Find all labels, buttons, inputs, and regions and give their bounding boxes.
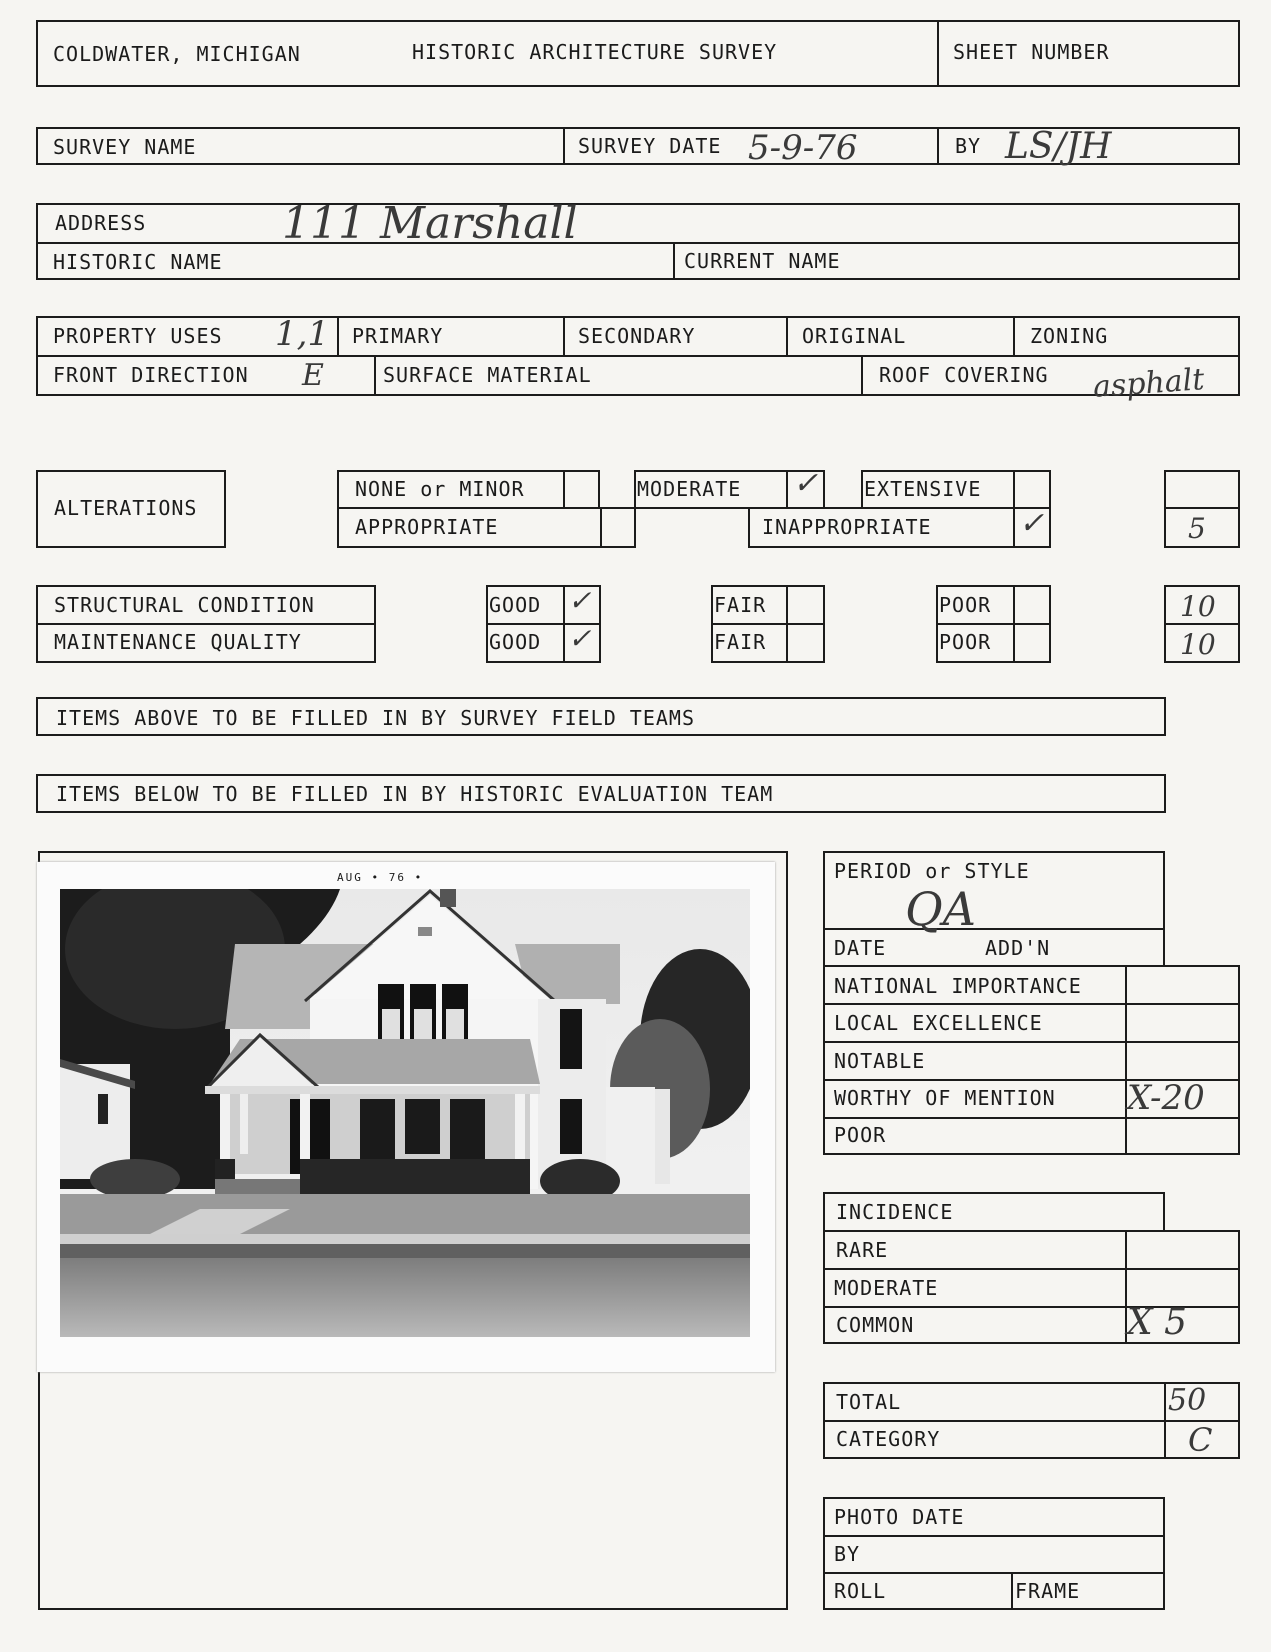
photo-date-label: PHOTO DATE bbox=[834, 1505, 965, 1529]
roof-covering-value: asphalt bbox=[1091, 362, 1206, 405]
none-minor-label: NONE or MINOR bbox=[355, 477, 525, 501]
evaluation-row-1 bbox=[823, 1003, 1240, 1005]
maintenance-fair-label: FAIR bbox=[714, 630, 767, 654]
maintenance-score: 10 bbox=[1180, 628, 1216, 661]
secondary-label: SECONDARY bbox=[578, 324, 696, 348]
evaluation-divider bbox=[1125, 965, 1127, 1155]
frame-label: FRAME bbox=[1015, 1579, 1081, 1603]
incidence-moderate-label: MODERATE bbox=[834, 1276, 939, 1300]
evaluation-poor-label: POOR bbox=[834, 1123, 887, 1147]
inappropriate-label: INAPPROPRIATE bbox=[762, 515, 932, 539]
maintenance-quality-label: MAINTENANCE QUALITY bbox=[54, 630, 302, 654]
address-divider bbox=[36, 242, 1240, 244]
poor-divider bbox=[936, 623, 1051, 625]
fair-divider bbox=[711, 623, 825, 625]
inappropriate-check: ✓ bbox=[1019, 506, 1045, 541]
property-v1 bbox=[337, 316, 339, 355]
date-label: DATE bbox=[834, 936, 887, 960]
roll-label: ROLL bbox=[834, 1579, 887, 1603]
photo-by-label: BY bbox=[834, 1542, 861, 1566]
survey-by-label: BY bbox=[955, 134, 982, 158]
addn-label: ADD'N bbox=[985, 936, 1051, 960]
category-value: C bbox=[1188, 1421, 1213, 1459]
notable-label: NOTABLE bbox=[834, 1049, 926, 1073]
structural-good-check: ✓ bbox=[568, 584, 592, 617]
good-check-divider bbox=[563, 585, 565, 663]
total-label: TOTAL bbox=[836, 1390, 902, 1414]
period-value: QA bbox=[905, 882, 976, 936]
roll-frame-divider bbox=[1011, 1572, 1013, 1610]
below-note: ITEMS BELOW TO BE FILLED IN BY HISTORIC EVALUATION TEAM bbox=[56, 782, 774, 806]
worthy-of-mention-value: X-20 bbox=[1127, 1078, 1205, 1118]
structural-good-label: GOOD bbox=[489, 593, 542, 617]
common-value: X 5 bbox=[1127, 1302, 1187, 1343]
sheet-number-label: SHEET NUMBER bbox=[953, 40, 1110, 64]
structural-poor-label: POOR bbox=[939, 593, 992, 617]
period-date-divider bbox=[823, 928, 1165, 930]
moderate-label: MODERATE bbox=[637, 477, 742, 501]
address-value: 111 Marshall bbox=[282, 198, 578, 249]
surface-material-label: SURFACE MATERIAL bbox=[383, 363, 592, 387]
survey-by-value: LS/JH bbox=[1005, 126, 1112, 167]
appropriate-label: APPROPRIATE bbox=[355, 515, 499, 539]
survey-date-value: 5-9-76 bbox=[748, 128, 858, 168]
header-divider bbox=[937, 20, 939, 87]
local-excellence-label: LOCAL EXCELLENCE bbox=[834, 1011, 1043, 1035]
totals-value-divider bbox=[1164, 1382, 1166, 1459]
totals-divider bbox=[823, 1420, 1240, 1422]
none-minor-check-divider bbox=[563, 470, 565, 509]
photo-date-stamp: AUG • 76 • bbox=[337, 871, 424, 884]
property-v4 bbox=[1013, 316, 1015, 355]
alterations-score-divider bbox=[1164, 507, 1240, 509]
current-name-label: CURRENT NAME bbox=[684, 249, 841, 273]
property-divider bbox=[36, 355, 1240, 357]
zoning-label: ZONING bbox=[1030, 324, 1109, 348]
alterations-label: ALTERATIONS bbox=[54, 496, 198, 520]
photo-info-row-1 bbox=[823, 1535, 1165, 1537]
survey-divider-2 bbox=[937, 127, 939, 165]
appropriate-check-divider bbox=[600, 507, 602, 548]
original-label: ORIGINAL bbox=[802, 324, 907, 348]
maintenance-good-label: GOOD bbox=[489, 630, 542, 654]
front-direction-value: E bbox=[302, 358, 324, 393]
property-uses-label: PROPERTY USES bbox=[53, 324, 223, 348]
structural-fair-label: FAIR bbox=[714, 593, 767, 617]
property-v3 bbox=[786, 316, 788, 355]
fair-check-divider bbox=[786, 585, 788, 663]
maintenance-good-check: ✓ bbox=[568, 622, 592, 655]
structural-condition-label: STRUCTURAL CONDITION bbox=[54, 593, 315, 617]
moderate-check: ✓ bbox=[793, 466, 819, 501]
property-v5 bbox=[374, 355, 376, 396]
period-label: PERIOD or STYLE bbox=[834, 859, 1030, 883]
condition-score-divider bbox=[1164, 623, 1240, 625]
incidence-row-1 bbox=[823, 1268, 1240, 1270]
address-label: ADDRESS bbox=[55, 211, 147, 235]
rare-label: RARE bbox=[836, 1238, 889, 1262]
moderate-check-divider bbox=[786, 470, 788, 509]
extensive-label: EXTENSIVE bbox=[864, 477, 982, 501]
poor-check-divider bbox=[1013, 585, 1015, 663]
evaluation-row-2 bbox=[823, 1041, 1240, 1043]
historic-name-label: HISTORIC NAME bbox=[53, 250, 223, 274]
front-direction-label: FRONT DIRECTION bbox=[53, 363, 249, 387]
historic-current-divider bbox=[673, 242, 675, 280]
primary-label: PRIMARY bbox=[352, 324, 444, 348]
alterations-score: 5 bbox=[1188, 512, 1206, 545]
condition-label-divider bbox=[36, 623, 376, 625]
house-photo bbox=[37, 862, 775, 1372]
total-value: 50 bbox=[1168, 1383, 1207, 1418]
category-label: CATEGORY bbox=[836, 1427, 941, 1451]
survey-date-label: SURVEY DATE bbox=[578, 134, 722, 158]
house-photo-image bbox=[60, 889, 750, 1337]
city-label: COLDWATER, MICHIGAN bbox=[53, 42, 301, 66]
form-title: HISTORIC ARCHITECTURE SURVEY bbox=[412, 40, 778, 64]
property-v6 bbox=[861, 355, 863, 396]
property-v2 bbox=[563, 316, 565, 355]
above-note: ITEMS ABOVE TO BE FILLED IN BY SURVEY FIELD TEAMS bbox=[56, 706, 696, 730]
survey-divider-1 bbox=[563, 127, 565, 165]
survey-name-label: SURVEY NAME bbox=[53, 135, 197, 159]
national-importance-label: NATIONAL IMPORTANCE bbox=[834, 974, 1082, 998]
incidence-label: INCIDENCE bbox=[836, 1200, 954, 1224]
extensive-check-divider bbox=[1013, 470, 1015, 509]
structural-score: 10 bbox=[1180, 590, 1216, 623]
inappropriate-check-divider bbox=[1013, 507, 1015, 548]
roof-covering-label: ROOF COVERING bbox=[879, 363, 1049, 387]
common-label: COMMON bbox=[836, 1313, 915, 1337]
photo-info-row-2 bbox=[823, 1572, 1165, 1574]
property-uses-value: 1,1 bbox=[275, 314, 330, 354]
worthy-of-mention-label: WORTHY OF MENTION bbox=[834, 1086, 1056, 1110]
maintenance-poor-label: POOR bbox=[939, 630, 992, 654]
